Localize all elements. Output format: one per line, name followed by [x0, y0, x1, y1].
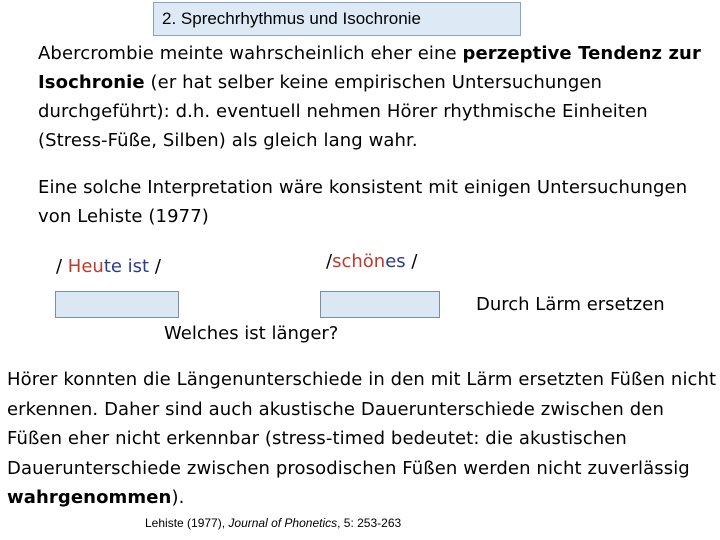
example-schoenes: [326, 251, 417, 272]
title-box: [153, 2, 521, 36]
para3-text-2: ).: [171, 487, 185, 508]
reference-citation: [145, 516, 401, 530]
replace-with-noise-label: Durch Lärm ersetzen: [476, 294, 665, 315]
paragraph-results: [7, 365, 717, 513]
paragraph-lehiste: Eine solche Interpretation wäre konsistent mit einigen Untersuchungen von Lehiste (1977): [38, 177, 688, 227]
question-label: Welches ist länger?: [164, 323, 339, 344]
para3-bold: wahrgenommen: [7, 487, 172, 508]
noise-box-2: [320, 291, 440, 318]
ref-author: Lehiste (1977),: [145, 516, 229, 530]
para3-text-1: Hörer konnten die Längenunterschiede in den mit Lärm ersetzten Füßen nicht erkennen. Daher sind auch akustische Dauerunterschiede zwischen den Füßen eher nicht erkennbar (stress-timed bedeutet: die akustischen Dauerunterschiede zwischen prosodischen Füßen werden nicht zuverlässig: [7, 369, 717, 479]
noise-box-1: [55, 291, 179, 318]
example2-slash-close: /: [405, 251, 418, 272]
para1-bold: perzeptive Tendenz zur Isochronie: [38, 43, 701, 93]
slide-title: 2. Sprechrhythmus und Isochronie: [162, 9, 421, 28]
ref-details: , 5: 253-263: [337, 516, 402, 530]
example-heute-ist: [56, 256, 161, 277]
para1-text-1: Abercrombie meinte wahrscheinlich eher eine: [38, 43, 463, 64]
example2-slash-open: /: [326, 251, 333, 272]
ref-journal: Journal of Phonetics: [228, 516, 338, 530]
paragraph-abercrombie: [38, 39, 708, 155]
example2-unstressed-part: es: [385, 251, 406, 272]
example1-slash-close: /: [149, 256, 161, 277]
example2-stressed-syllable: schön: [332, 251, 386, 272]
example1-unstressed-part: te ist: [103, 256, 150, 277]
para1-text-2: (er hat selber keine empirischen Untersuchungen durchgeführt): d.h. eventuell nehmen Hörer rhythmische Einheiten (Stress-Füße, Silben) als gleich lang wahr.: [38, 72, 648, 151]
example1-stressed-syllable: Heu: [67, 256, 104, 277]
example1-slash-open: /: [56, 256, 68, 277]
